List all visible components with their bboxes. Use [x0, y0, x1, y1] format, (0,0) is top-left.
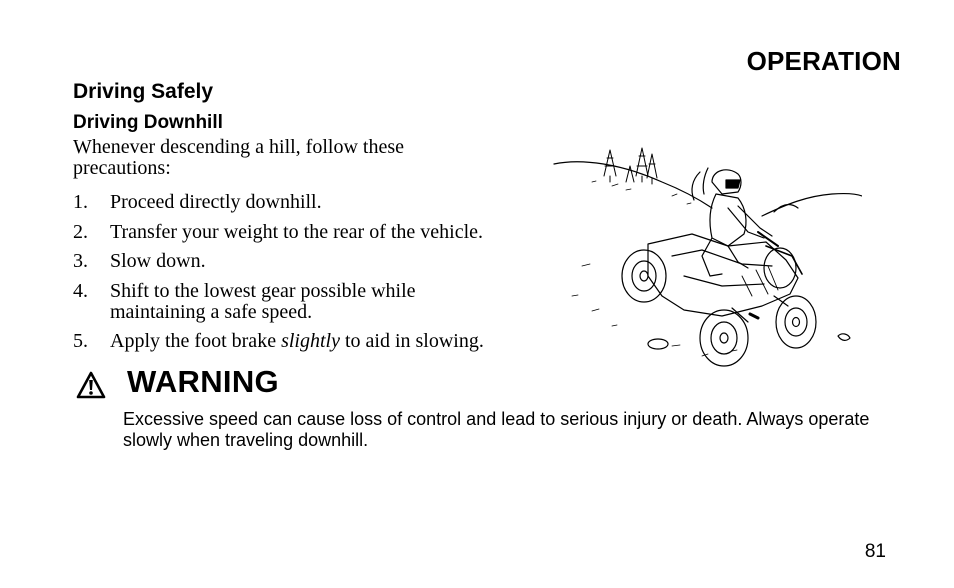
list-item: [73, 251, 553, 272]
intro-paragraph: Whenever descending a hill, follow these precautions:: [73, 136, 404, 179]
step-text: Slow down.: [110, 250, 206, 272]
step-text-emphasis: slightly: [281, 330, 340, 352]
step-number: 1.: [73, 191, 88, 213]
step-text-after: to aid in slowing.: [339, 330, 484, 352]
atv-downhill-rider-illustration: [552, 146, 862, 372]
list-item: [73, 222, 553, 243]
section-header: OPERATION: [746, 46, 901, 76]
step-number: 4.: [73, 279, 88, 302]
step-text: Shift to the lowest gear possible while maintaining a safe speed.: [110, 279, 416, 323]
step-number: 3.: [73, 250, 88, 272]
page-number: 81: [864, 541, 886, 562]
list-item: [73, 192, 553, 213]
steps-list: [73, 192, 553, 361]
heading-driving-safely: Driving Safely: [73, 80, 214, 103]
subheading-driving-downhill: Driving Downhill: [73, 112, 223, 133]
list-item: [73, 281, 500, 323]
warning-title: WARNING: [127, 364, 279, 399]
warning-body: Excessive speed can cause loss of control and lead to serious injury or death. Always operate slowly when traveling downhill.: [123, 409, 870, 450]
step-number: 5.: [73, 330, 88, 352]
list-item: [73, 331, 553, 352]
step-text: Transfer your weight to the rear of the vehicle.: [110, 220, 484, 243]
step-text-before: Apply the foot brake: [110, 330, 282, 352]
step-number: 2.: [73, 220, 88, 243]
warning-triangle-icon: [76, 371, 106, 399]
step-text: Proceed directly downhill.: [110, 191, 322, 213]
